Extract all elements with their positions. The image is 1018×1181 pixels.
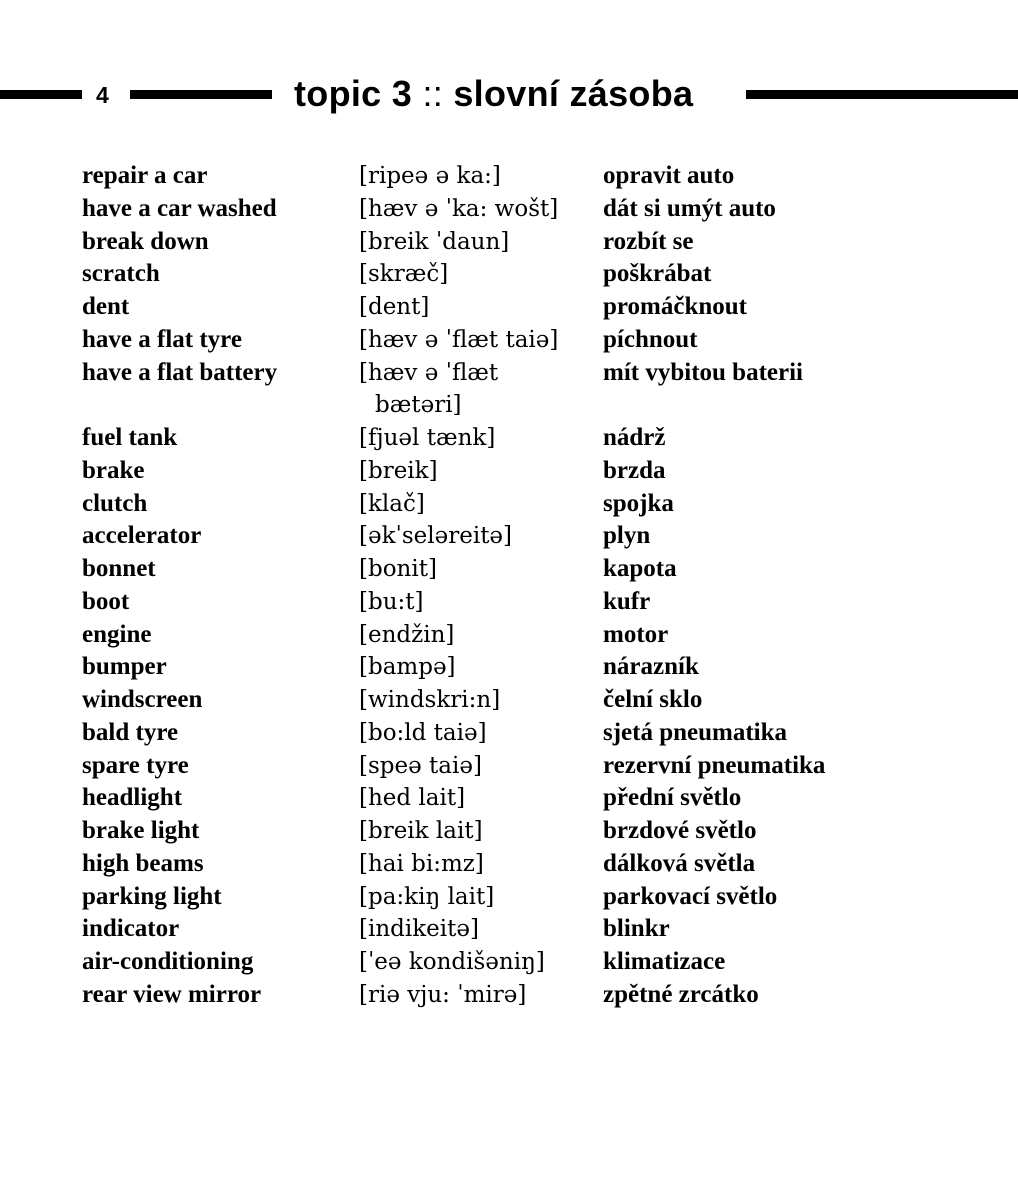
pronunciation-text: [bu:t] bbox=[359, 588, 424, 615]
english-term: windscreen bbox=[82, 686, 203, 713]
vocabulary-row bbox=[82, 520, 982, 553]
english-term: have a flat battery bbox=[82, 358, 278, 386]
english-term: brake bbox=[82, 456, 145, 484]
czech-translation: opravit auto bbox=[603, 162, 735, 189]
pronunciation-text: [bo:ld taiə] bbox=[359, 719, 487, 746]
english-term: have a car washed bbox=[82, 194, 277, 222]
pronunciation-text: [skræč] bbox=[359, 261, 449, 288]
pronunciation bbox=[359, 258, 603, 291]
english-term: break down bbox=[82, 227, 209, 255]
pronunciation bbox=[359, 913, 603, 946]
pronunciation bbox=[359, 979, 603, 1012]
pronunciation bbox=[359, 651, 603, 684]
vocabulary-row bbox=[82, 586, 982, 619]
czech-translation: mít vybitou baterii bbox=[603, 358, 803, 386]
pronunciation bbox=[359, 881, 603, 914]
pronunciation bbox=[359, 520, 603, 553]
czech-translation: dát si umýt auto bbox=[603, 194, 776, 222]
pronunciation-text: [hæv ə ˈka: wošt] bbox=[359, 195, 559, 222]
vocabulary-row bbox=[82, 488, 982, 521]
vocabulary-row bbox=[82, 324, 982, 357]
english-term: bumper bbox=[82, 653, 167, 681]
czech-translation: zpětné zrcátko bbox=[603, 980, 759, 1008]
title-name: slovní zásoba bbox=[453, 73, 694, 114]
vocabulary-row bbox=[82, 651, 982, 684]
pronunciation-continuation: bætəri] bbox=[375, 392, 462, 419]
vocabulary-row bbox=[82, 553, 982, 586]
czech-translation: promáčknout bbox=[603, 293, 748, 320]
page-number: 4 bbox=[96, 82, 109, 108]
pronunciation-text: [hed lait] bbox=[359, 785, 466, 812]
pronunciation bbox=[359, 553, 603, 586]
vocabulary-row bbox=[82, 717, 982, 750]
english-term: fuel tank bbox=[82, 424, 178, 451]
czech-translation: blinkr bbox=[603, 915, 670, 943]
pronunciation bbox=[359, 193, 603, 226]
english-term: bald tyre bbox=[82, 718, 179, 746]
pronunciation-text: [ripeə ə ka:] bbox=[359, 163, 501, 189]
czech-translation: kapota bbox=[603, 555, 677, 582]
pronunciation-text: [bampə] bbox=[359, 654, 456, 681]
vocabulary-row bbox=[82, 258, 982, 291]
czech-translation: sjetá pneumatika bbox=[603, 718, 788, 746]
pronunciation-text: [riə vju: ˈmirə] bbox=[359, 981, 527, 1008]
english-term: engine bbox=[82, 620, 152, 648]
pronunciation bbox=[359, 815, 603, 848]
header-rule-right bbox=[746, 90, 1018, 99]
pronunciation-text: [əkˈseləreitə] bbox=[359, 523, 513, 550]
pronunciation bbox=[359, 782, 603, 815]
header-rule-middle bbox=[130, 90, 272, 99]
vocabulary-row bbox=[82, 357, 982, 423]
english-term: repair a car bbox=[82, 162, 208, 189]
vocabulary-row bbox=[82, 782, 982, 815]
vocabulary-row bbox=[82, 291, 982, 324]
pronunciation-text: [dent] bbox=[359, 294, 430, 320]
header-rule-left bbox=[0, 90, 82, 99]
pronunciation bbox=[359, 422, 603, 455]
pronunciation bbox=[359, 357, 603, 423]
vocabulary-row bbox=[82, 750, 982, 783]
vocabulary-row bbox=[82, 684, 982, 717]
vocabulary-row bbox=[82, 946, 982, 979]
english-term: boot bbox=[82, 587, 130, 615]
czech-translation: čelní sklo bbox=[603, 686, 703, 713]
czech-translation: dálková světla bbox=[603, 849, 756, 877]
pronunciation-text: [speə taiə] bbox=[359, 752, 482, 779]
pronunciation bbox=[359, 160, 603, 193]
pronunciation bbox=[359, 226, 603, 259]
vocabulary-list bbox=[82, 160, 982, 1012]
pronunciation bbox=[359, 946, 603, 979]
pronunciation bbox=[359, 455, 603, 488]
pronunciation-text: [klač] bbox=[359, 490, 425, 517]
english-term: rear view mirror bbox=[82, 980, 262, 1008]
vocabulary-row bbox=[82, 881, 982, 914]
czech-translation: motor bbox=[603, 620, 669, 648]
czech-translation: rozbít se bbox=[603, 227, 694, 255]
pronunciation-text: [breik] bbox=[359, 457, 438, 484]
english-term: air-conditioning bbox=[82, 948, 254, 975]
czech-translation: poškrábat bbox=[603, 260, 712, 288]
vocabulary-row bbox=[82, 848, 982, 881]
english-term: headlight bbox=[82, 784, 183, 812]
english-term: accelerator bbox=[82, 522, 202, 550]
english-term: spare tyre bbox=[82, 751, 189, 779]
pronunciation-text: [breik ˈdaun] bbox=[359, 228, 510, 255]
pronunciation bbox=[359, 619, 603, 652]
vocabulary-row bbox=[82, 193, 982, 226]
vocabulary-row bbox=[82, 979, 982, 1012]
vocabulary-row bbox=[82, 422, 982, 455]
pronunciation-text: [hæv ə ˈflæt bbox=[359, 359, 499, 386]
czech-translation: klimatizace bbox=[603, 948, 726, 975]
pronunciation-text: [breik lait] bbox=[359, 818, 483, 844]
pronunciation-text: [indikeitə] bbox=[359, 916, 479, 943]
czech-translation: brzda bbox=[603, 456, 666, 484]
vocabulary-row bbox=[82, 815, 982, 848]
pronunciation-text: [ˈeə kondišəniŋ] bbox=[359, 949, 545, 975]
title-separator: :: bbox=[422, 73, 444, 114]
vocabulary-row bbox=[82, 226, 982, 259]
pronunciation bbox=[359, 586, 603, 619]
title-topic: topic 3 bbox=[294, 73, 413, 114]
pronunciation bbox=[359, 848, 603, 881]
pronunciation-text: [hæv ə ˈflæt taiə] bbox=[359, 326, 559, 353]
english-term: brake light bbox=[82, 817, 200, 844]
czech-translation: rezervní pneumatika bbox=[603, 751, 826, 779]
czech-translation: nárazník bbox=[603, 653, 699, 681]
english-term: clutch bbox=[82, 489, 148, 517]
page-title bbox=[294, 72, 693, 116]
czech-translation: kufr bbox=[603, 587, 651, 615]
vocabulary-row bbox=[82, 913, 982, 946]
vocabulary-row bbox=[82, 160, 982, 193]
pronunciation bbox=[359, 684, 603, 717]
pronunciation-text: [endžin] bbox=[359, 621, 455, 648]
english-term: have a flat tyre bbox=[82, 325, 242, 353]
czech-translation: nádrž bbox=[603, 424, 666, 451]
pronunciation-text: [hai bi:mz] bbox=[359, 850, 484, 877]
pronunciation bbox=[359, 750, 603, 783]
pronunciation bbox=[359, 717, 603, 750]
czech-translation: píchnout bbox=[603, 325, 698, 353]
english-term: high beams bbox=[82, 849, 204, 877]
english-term: indicator bbox=[82, 915, 180, 943]
pronunciation-text: [bonit] bbox=[359, 556, 437, 582]
pronunciation bbox=[359, 488, 603, 521]
czech-translation: spojka bbox=[603, 489, 674, 517]
pronunciation bbox=[359, 324, 603, 357]
pronunciation-text: [windskri:n] bbox=[359, 687, 501, 713]
english-term: bonnet bbox=[82, 555, 156, 582]
english-term: scratch bbox=[82, 260, 160, 288]
english-term: parking light bbox=[82, 882, 222, 910]
vocabulary-row bbox=[82, 455, 982, 488]
czech-translation: přední světlo bbox=[603, 784, 742, 812]
czech-translation: brzdové světlo bbox=[603, 817, 757, 844]
pronunciation-text: [fjuəl tænk] bbox=[359, 425, 496, 451]
czech-translation: parkovací světlo bbox=[603, 882, 778, 910]
vocabulary-row bbox=[82, 619, 982, 652]
pronunciation-text: [pa:kiŋ lait] bbox=[359, 883, 495, 910]
pronunciation bbox=[359, 291, 603, 324]
english-term: dent bbox=[82, 293, 130, 320]
czech-translation: plyn bbox=[603, 522, 651, 550]
